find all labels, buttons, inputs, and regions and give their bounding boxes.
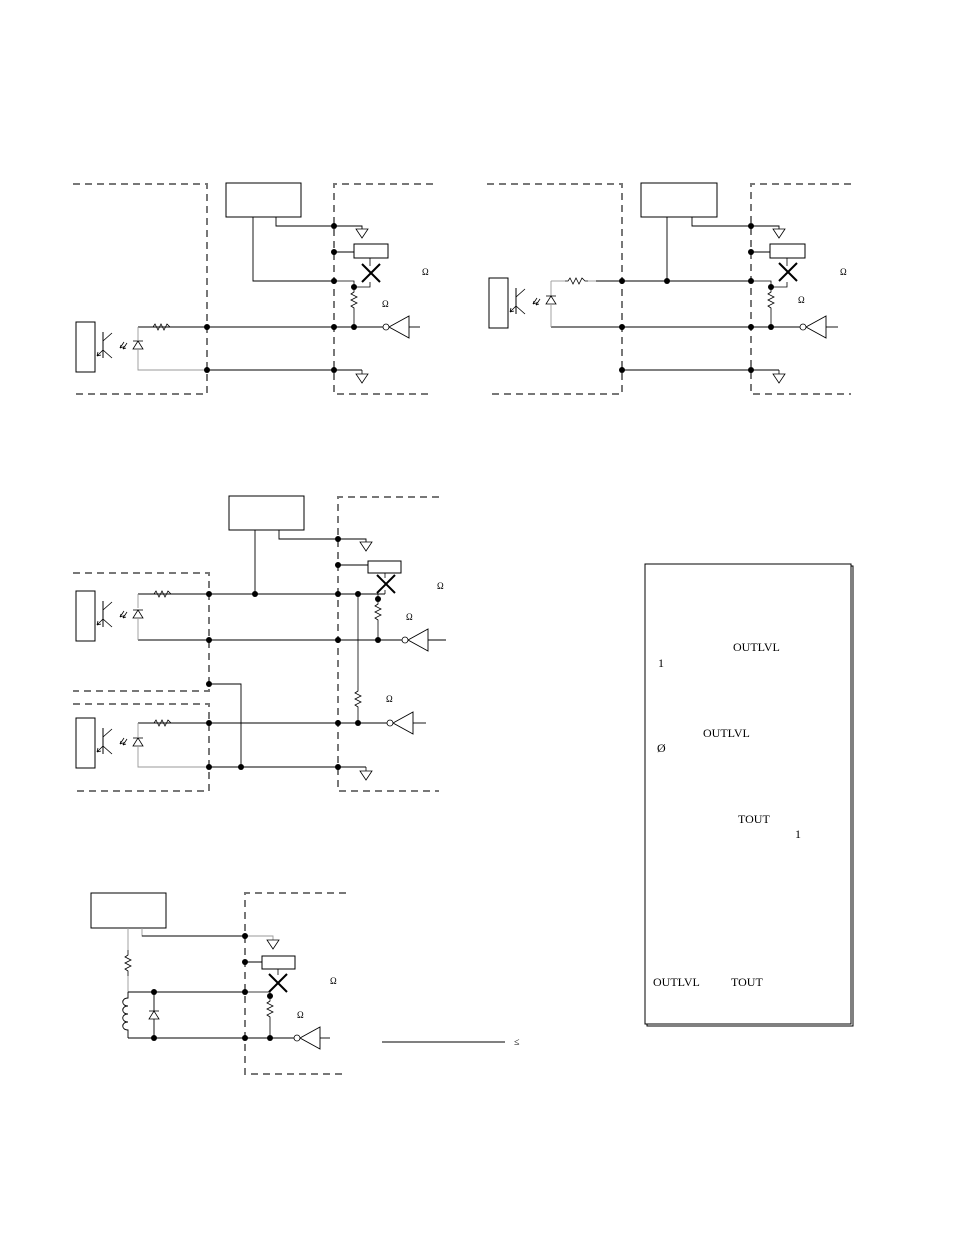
tout-label-1: TOUT (738, 812, 770, 826)
ohm-label: Ω (437, 581, 444, 591)
outlvl-label-3: OUTLVL (653, 975, 700, 989)
ohm-label: Ω (840, 267, 847, 277)
less-equal-symbol: ≤ (514, 1037, 520, 1048)
circuit-diagram-3 (73, 496, 446, 791)
tout-value-one: 1 (795, 827, 801, 841)
ohm-label: Ω (297, 1010, 304, 1020)
ohm-label: Ω (422, 267, 429, 277)
circuit-diagram-4 (91, 893, 520, 1074)
tout-label-2: TOUT (731, 975, 763, 989)
outlvl-value-zero: Ø (657, 741, 666, 755)
outlvl-value-one: 1 (658, 656, 664, 670)
outlvl-label-2: OUTLVL (703, 726, 750, 740)
ohm-label: Ω (330, 976, 337, 986)
note-box (645, 564, 853, 1026)
ohm-label: Ω (406, 612, 413, 622)
circuit-diagram-1 (73, 183, 433, 394)
ohm-label: Ω (798, 295, 805, 305)
ohm-label: Ω (382, 299, 389, 309)
circuit-diagram-2 (487, 183, 851, 394)
ohm-label: Ω (386, 694, 393, 704)
outlvl-label-1: OUTLVL (733, 640, 780, 654)
